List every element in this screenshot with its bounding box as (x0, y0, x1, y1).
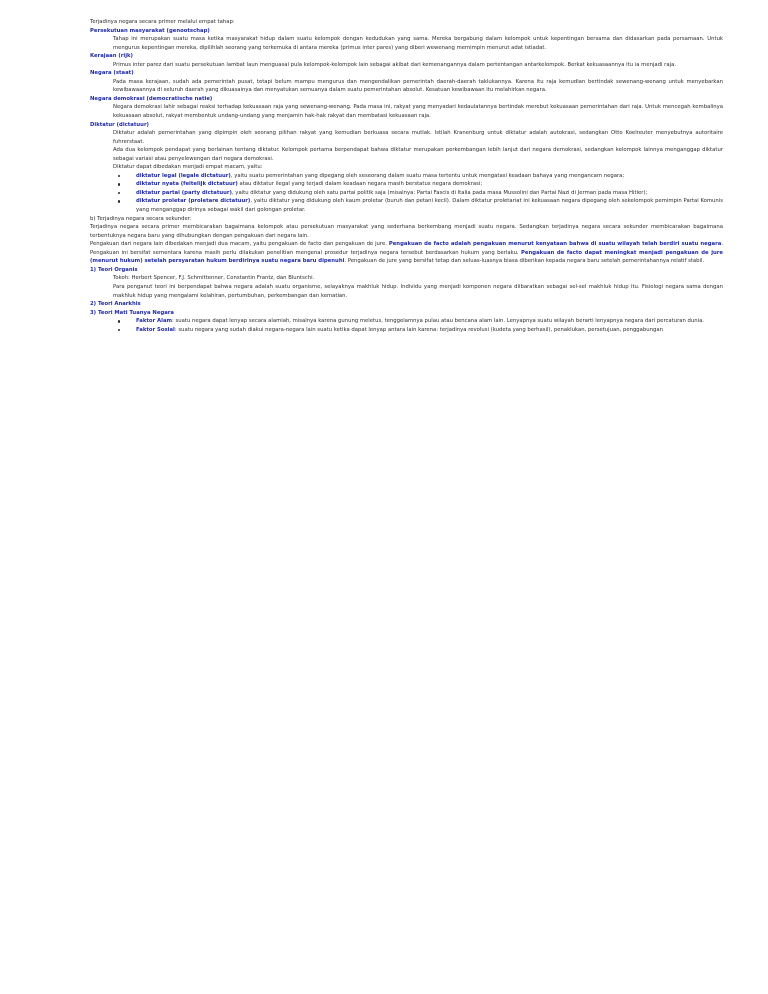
dictator-types-list (90, 172, 723, 215)
stage-heading: Kerajaan (rijk) (90, 53, 133, 60)
bullet-icon (118, 175, 120, 177)
dictator-paragraph: Diktatur adalah pemerintahan yang dipimpin oleh seorang pilihan rakyat yang kemudian berkuasa secara mutlak. Istilah Kranenburg untuk diktatur adalah autokrasi, sedangkan Otto Koelreuter menyebutnya autoritaire fuhrerstaat. (113, 130, 723, 145)
recognition-paragraph (90, 240, 723, 266)
stage-heading: Persekutuan masyarakat (genootschap) (90, 27, 210, 34)
text-segment: . Pengakuan de jure yang bersifat tetap dan seluas-luasnya biasa diberikan kepada negara baru setelah pemerintahannya relatif stabil. (344, 258, 705, 265)
list-term: diktatur nyata (feitelijk dictatuur) (136, 181, 238, 188)
theory-heading: 3) Teori Mati Tuanya Negara (90, 309, 174, 316)
dictator-heading: Diktatur (dictatuur) (90, 121, 149, 128)
list-item (90, 317, 723, 326)
stage-text: Primus inter parez dari suatu persekutuan lambat laun menguasai pula kelompok-kelompok lain sebagai akibat dari kemenangannya dalam pertentangan antarkelompok. Berkat kekuasaannya itu ia menjadi raja. (113, 61, 676, 68)
intro-text: Terjadinya negara secara primer melalui empat tahap: (90, 19, 235, 25)
list-item (90, 180, 723, 189)
highlighted-text: Pengakuan de facto adalah pengakuan menurut kenyataan bahwa di suatu wilayah telah berdiri suatu negara (388, 241, 722, 248)
list-item (90, 197, 723, 214)
dictator-paragraph: Diktatur dapat dibedakan menjadi empat macam, yaitu: (113, 164, 263, 171)
bullet-icon (118, 329, 120, 331)
theory-text: Tokoh: Herbert Spencer, F.J. Schmittenner, Constantin Frantz, dan Bluntschi. (113, 275, 315, 282)
stage-text: Tahap ini merupakan suatu masa ketika masyarakat hidup dalam suatu kelompok dengan kedudukan yang sama. Mereka bergabung dalam kelompok untuk kepentingan bersama dan didasarkan pada persamaan. Untuk mengurus kepentingan mereka, dipilihlah seorang yang terkemuka di antara mereka (primus inter pares) yang diberi wewenang memimpin menurut adat istiadat. (113, 36, 723, 51)
list-term: Faktor Alam (136, 318, 173, 325)
list-item (90, 172, 723, 181)
stage-heading: Negara demokrasi (democratische natie) (90, 95, 213, 102)
list-text: : suatu negara yang sudah diakui negara-negara lain suatu ketika dapat lenyap antara lain karena: terjadinya revolusi (kudeta yang berhasil), penaklukan, persetujuan, penggabungan (174, 326, 663, 333)
stage-text: Negara demokrasi lahir sebagai reaksi terhadap kekuasaan raja yang sewenang-wenang. Pada masa ini, rakyat yang menyadari kedaulatannya bertindak merebut kekuasaan pemerintahan dari raja. Untuk mencegah kembalinya kekuasaan absolut, rakyat membentuk undang-undang yang menjamin hak-hak rakyat dan membatasi kekuasaan raja. (113, 104, 723, 120)
highlighted-text: Pengakuan de facto dapat meningkat menjadi pengakuan de jure (menurut hukum) setelah persyaratan hukum berdirinya suatu negara baru dipenuhi (90, 249, 723, 265)
text-segment: . Pengakuan ini bersifat sementara karena masih perlu dilakukan penelitian mengenai prosedur terjadinya negara tersebut berdasarkan hukum yang berlaku. (90, 241, 723, 256)
list-term: diktatur partai (party dictatuur) (136, 189, 232, 196)
dictator-paragraph: Ada dua kelompok pendapat yang berlainan tentang diktatur. Kelompok pertama berpendapat bahwa diktatur merupakan perkembangan lebih lanjut dari negara demokrasi, sedangkan kelompok lainnya menganggap diktatur sebagai variasi atau penyelewengan dari negara demokrasi. (113, 147, 723, 162)
secondary-paragraph: Terjadinya negara secara primer membicarakan bagaimana kelompok atau persekutuan masyarakat yang sederhana berkembang menjadi suatu negara. Sedangkan terjadinya negara secara sekunder membicarakan bagaimana terbentuknya negara baru yang dihubungkan dengan pengakuan dari negara lain. (90, 224, 723, 239)
list-text: , yaitu diktatur yang didukung oleh satu partai politik saja (misalnya: Partai Fascis di Italia pada masa Mussolini dan Partai Nazi di Jerman pada masa Hitler); (231, 189, 648, 196)
text-segment: Pengakuan dari negara lain dibedakan menjadi dua macam, yaitu pengakuan de facto dan pengakuan de jure. (90, 241, 389, 248)
stage-heading: Negara (staat) (90, 70, 134, 77)
theory-heading: 2) Teori Anarkhis (90, 301, 141, 308)
list-term: Faktor Sosial (136, 326, 175, 333)
stage-text: Pada masa kerajaan, sudah ada pemerintah pusat, tetapi belum mampu mengurus dan mengendalikan pemerintah daerah-daerah taklukannya. Karena itu raja kemudian bertindak sewenang-wenang untuk menyebarkan kewibawaannya di seluruh daerah yang dikuasainya dan menyatukan semuanya dalam suatu pemerintahan absolut. Kesatuan kewibawaan itu melahirkan negara. (113, 78, 723, 94)
list-item (90, 326, 723, 335)
list-text: atau diktatur ilegal yang terjadi dalam keadaan negara masih berstatus negara demokrasi; (237, 181, 483, 188)
factors-list (90, 317, 723, 334)
list-text: : suatu negara dapat lenyap secara alamiah, misalnya karena gunung meletus, tenggelamnya pulau atau bencana alam lain. Lenyapnya suatu wilayah berarti lenyapnya negara dari percaturan dunia. (172, 318, 705, 325)
list-term: diktatur proletar (proletare dictatuur) (136, 198, 251, 205)
list-text: , yaitu suatu pemerintahan yang dipegang oleh seseorang dalam suatu masa tertentu untuk mengatasi keadaan bahaya yang mengancam negara; (230, 172, 625, 179)
bullet-icon (118, 320, 120, 322)
theory-text: Para penganut teori ini berpendapat bahwa negara adalah suatu organisme, selayaknya makhluk hidup. Individu yang menjadi komponen negara diibaratkan sebagai sel-sel makhluk hidup itu. Fisiologi negara sama dengan makhluk hidup yang mengalami kelahiran, pertumbuhan, perkembangan dan kematian. (113, 283, 723, 299)
list-term: diktatur legal (legale dictatuur) (136, 172, 231, 179)
list-text: , yaitu diktatur yang didukung oleh kaum proletar (buruh dan petani kecil). Dalam diktatur proletariat ini kekuasaan negara dipegang oleh sekelompok pemimpin Partai Komunis yang menganggap dirinya sebagai wakil dari golongan proletar. (136, 198, 724, 214)
list-item (90, 189, 723, 198)
bullet-icon (118, 183, 120, 185)
bullet-icon (118, 200, 120, 202)
document-page (90, 18, 723, 334)
bullet-icon (118, 192, 120, 194)
theory-heading: 1) Teori Organis (90, 266, 138, 273)
secondary-label: b) Terjadinya negara secara sekunder: (90, 215, 192, 222)
